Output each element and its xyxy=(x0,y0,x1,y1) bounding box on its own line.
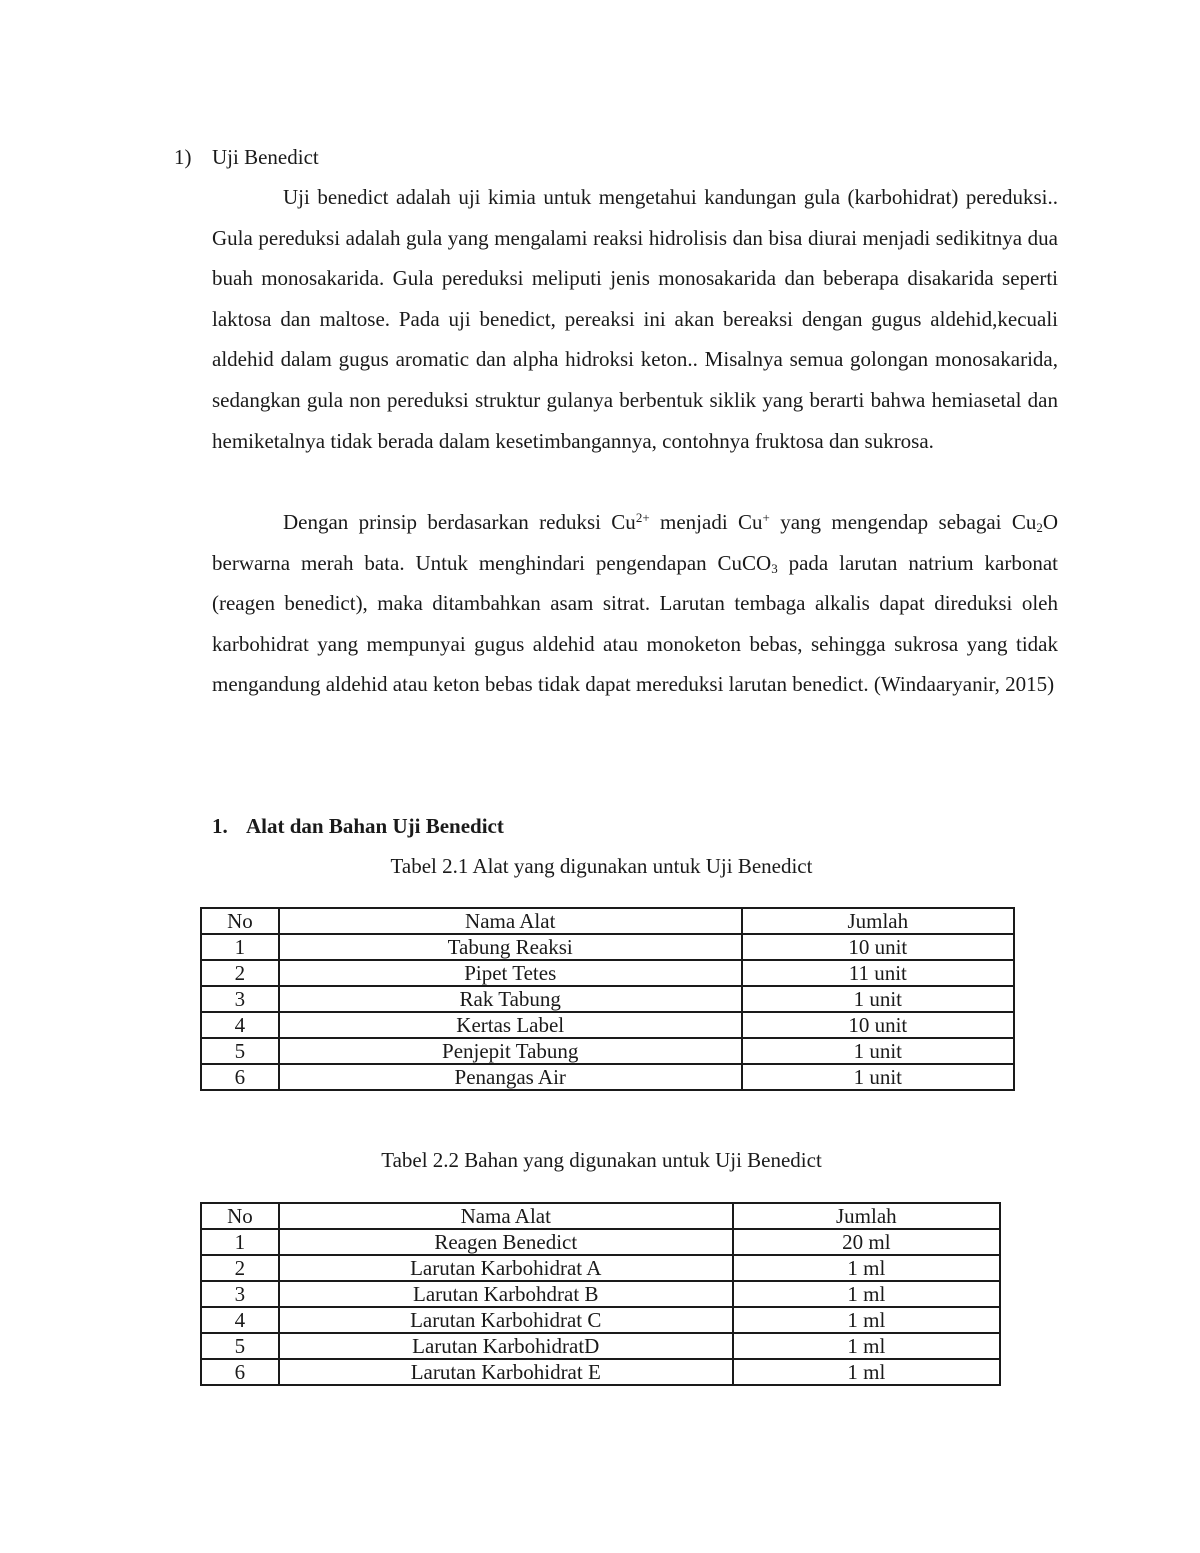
section-title: Alat dan Bahan Uji Benedict xyxy=(246,814,504,838)
table-row xyxy=(201,1281,1000,1307)
cell-nama: Pipet Tetes xyxy=(279,960,742,986)
table-row xyxy=(201,1359,1000,1385)
table-row xyxy=(201,1064,1014,1090)
cell-nama: Kertas Label xyxy=(279,1012,742,1038)
cell-nama: Penangas Air xyxy=(279,1064,742,1090)
cell-no: 3 xyxy=(201,1281,279,1307)
cell-no: 6 xyxy=(201,1359,279,1385)
table-row xyxy=(201,1255,1000,1281)
cell-jumlah: 1 unit xyxy=(742,1064,1014,1090)
section-heading xyxy=(212,813,504,839)
cell-jumlah: 1 ml xyxy=(733,1333,1000,1359)
table-row xyxy=(201,1012,1014,1038)
subscript: 2 xyxy=(1036,520,1043,535)
paragraph-2-text: O berwarna merah bata. Untuk menghindari pengendapan CuCO xyxy=(212,510,1059,575)
superscript: + xyxy=(762,510,770,525)
cell-no: 2 xyxy=(201,960,279,986)
cell-jumlah: 1 ml xyxy=(733,1307,1000,1333)
paragraph-2-text: Dengan prinsip berdasarkan reduksi Cu xyxy=(283,510,636,534)
superscript: 2+ xyxy=(635,510,650,525)
cell-no: 2 xyxy=(201,1255,279,1281)
table-2-caption: Tabel 2.2 Bahan yang digunakan untuk Uji Benedict xyxy=(381,1148,822,1172)
cell-no: 4 xyxy=(201,1307,279,1333)
header-cell-jumlah: Jumlah xyxy=(742,908,1014,934)
paragraph-2-text: yang mengendap sebagai Cu xyxy=(769,510,1037,534)
cell-no: 4 xyxy=(201,1012,279,1038)
header-cell-no: No xyxy=(201,1203,279,1229)
table-row xyxy=(201,986,1014,1012)
header-cell-no: No xyxy=(201,908,279,934)
cell-nama: Larutan Karbohdrat B xyxy=(279,1281,733,1307)
cell-no: 1 xyxy=(201,934,279,960)
paragraph-2 xyxy=(212,502,1058,705)
table-row xyxy=(201,1229,1000,1255)
table-1-caption: Tabel 2.1 Alat yang digunakan untuk Uji Benedict xyxy=(390,854,813,878)
paragraph-2-text: menjadi Cu xyxy=(649,510,763,534)
cell-nama: Penjepit Tabung xyxy=(279,1038,742,1064)
header-cell-nama: Nama Alat xyxy=(279,908,742,934)
cell-jumlah: 1 ml xyxy=(733,1359,1000,1385)
heading-title: Uji Benedict xyxy=(212,145,319,169)
table-row xyxy=(201,934,1014,960)
table-row xyxy=(201,960,1014,986)
paragraph-2-text: pada larutan natrium karbonat (reagen benedict), maka ditambahkan asam sitrat. Larutan tembaga alkalis dapat direduksi oleh karbohidrat yang mempunyai gugus aldehid atau monoketon bebas, sehingga sukrosa yang tidak mengandung aldehid atau keton bebas tidak dapat mereduksi larutan benedict. (Windaaryanir, 2015) xyxy=(212,550,1058,697)
cell-jumlah: 20 ml xyxy=(733,1229,1000,1255)
heading-number: 1) xyxy=(174,145,192,169)
table-row xyxy=(201,1333,1000,1359)
cell-jumlah: 10 unit xyxy=(742,934,1014,960)
table-row xyxy=(201,1038,1014,1064)
cell-jumlah: 1 ml xyxy=(733,1255,1000,1281)
table-alat xyxy=(200,907,1015,1091)
cell-jumlah: 1 unit xyxy=(742,1038,1014,1064)
table-row xyxy=(201,1307,1000,1333)
paragraph-1: Uji benedict adalah uji kimia untuk mengetahui kandungan gula (karbohidrat) pereduksi.. Gula pereduksi adalah gula yang mengalami reaksi hidrolisis dan bisa diurai menjadi sedikitnya dua buah monosakarida. Gula pereduksi meliputi jenis monosakarida dan beberapa disakarida seperti laktosa dan maltose. Pada uji benedict, pereaksi ini akan bereaksi dengan gugus aldehid,kecuali aldehid dalam gugus aromatic dan alpha hidroksi keton.. Misalnya semua golongan monosakarida, sedangkan gula non pereduksi struktur gulanya berbentuk siklik yang berarti bahwa hemiasetal dan hemiketalnya tidak berada dalam kesetimbangannya, contohnya fruktosa dan sukrosa. xyxy=(212,185,1058,453)
cell-nama: Larutan Karbohidrat C xyxy=(279,1307,733,1333)
cell-jumlah: 10 unit xyxy=(742,1012,1014,1038)
cell-jumlah: 1 unit xyxy=(742,986,1014,1012)
section-number: 1. xyxy=(212,814,228,838)
cell-no: 3 xyxy=(201,986,279,1012)
cell-nama: Larutan Karbohidrat A xyxy=(279,1255,733,1281)
cell-no: 5 xyxy=(201,1038,279,1064)
cell-nama: Larutan Karbohidrat E xyxy=(279,1359,733,1385)
header-cell-jumlah: Jumlah xyxy=(733,1203,1000,1229)
header-cell-nama: Nama Alat xyxy=(279,1203,733,1229)
cell-nama: Larutan KarbohidratD xyxy=(279,1333,733,1359)
cell-nama: Reagen Benedict xyxy=(279,1229,733,1255)
subscript: 3 xyxy=(771,560,778,576)
cell-nama: Tabung Reaksi xyxy=(279,934,742,960)
cell-no: 5 xyxy=(201,1333,279,1359)
cell-jumlah: 1 ml xyxy=(733,1281,1000,1307)
cell-jumlah: 11 unit xyxy=(742,960,1014,986)
cell-no: 6 xyxy=(201,1064,279,1090)
table-header-row xyxy=(201,908,1014,934)
table-bahan xyxy=(200,1202,1001,1386)
table-header-row xyxy=(201,1203,1000,1229)
cell-no: 1 xyxy=(201,1229,279,1255)
cell-nama: Rak Tabung xyxy=(279,986,742,1012)
